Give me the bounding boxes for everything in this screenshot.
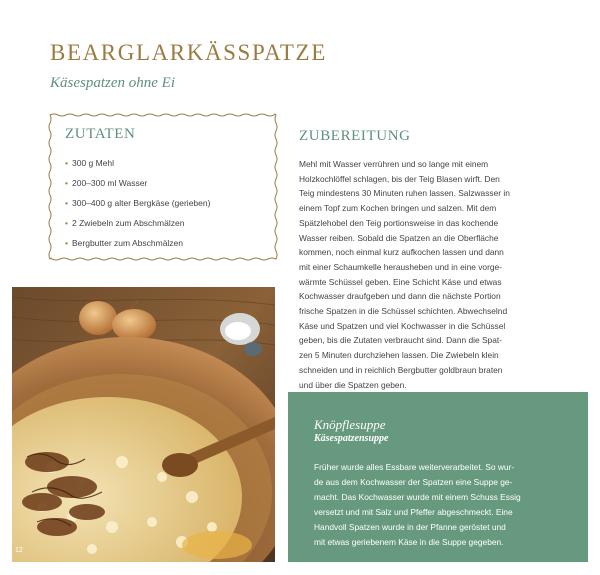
text-line: Wasser reiben. Sobald die Spatzen an die Oberfläche [299,232,499,243]
text-line: Handvoll Spatzen wurde in der Pfanne geröstet und [314,522,506,532]
text-line: und über die Spatzen geben. [299,379,407,390]
ingredient-item: • 200–300 ml Wasser [65,177,210,197]
ingredient-item: • 300 g Mehl [65,157,210,177]
soup-info-box [288,392,588,562]
text-line: schneiden und in reichlich Bergbutter goldbraun braten [299,364,503,375]
ingredient-item: • 300–400 g alter Bergkäse (gerieben) [65,197,210,217]
text-line: Mehl mit Wasser verrühren und so lange mit einem [299,159,489,169]
onion-1 [79,301,117,335]
soup-title: Knöpflesuppe [314,417,386,432]
soup-text [314,460,521,550]
ingredients-list [65,157,210,257]
text-line: mit etwas geriebenem Käse in die Suppe gegeben. [314,537,504,547]
text-line: Kochwasser draufgeben und dann die nächste Portion [299,291,501,302]
onion-2 [112,309,156,341]
text-line: mit einer Schaumkelle herausheben und in eine vorge- [299,261,502,272]
recipe-title: BEARGLARKÄSSPATZE [50,40,327,65]
text-line: wärmte Schüssel geben. Eine Schicht Käse und etwas [299,276,502,287]
text-line: kommen, noch einmal kurz aufkochen lassen und dann [299,247,504,258]
ingredient-item: • Bergbutter zum Abschmälzen [65,237,210,257]
kaesspatzen-illustration [12,287,275,562]
text-line: versetzt und mit Salz und Pfeffer abgeschmeckt. Eine [314,507,513,517]
food-photo [12,287,275,562]
text-line: macht. Das Kochwasser wurde mit einem Schuss Essig [314,492,521,502]
text-line: geben, bis die Zutaten verbraucht sind. Dann die Spat- [299,335,502,346]
text-line: de aus dem Kochwasser der Spatzen eine Suppe ge- [314,477,513,487]
text-line: Spätzlehobel den Teig portionsweise in das kochende [299,217,499,228]
page-number: 12 [15,547,23,554]
text-line: Teig mindestens 30 Minuten ruhen lassen. Salzwasser in [299,188,510,199]
text-line: einem Topf zum Kochen bringen und salzen. Mit dem [299,203,497,214]
preparation-text [299,157,510,392]
text-line: zen 5 Minuten durchziehen lassen. Die Zwiebeln klein [299,350,499,361]
text-line: Früher wurde alles Essbare weiterverarbeitet. So wur- [314,462,515,472]
preparation-heading: ZUBEREITUNG [299,128,411,144]
text-line: frische Spatzen in die Schüssel schichten. Abwechselnd [299,306,508,317]
ingredients-box [47,112,279,262]
recipe-subtitle: Käsespatzen ohne Ei [50,75,175,91]
ingredients-heading: ZUTATEN [65,126,136,142]
soup-subtitle: Käsespatzensuppe [314,433,389,444]
ingredient-item: • 2 Zwiebeln zum Abschmälzen [65,217,210,237]
text-line: Käse und Spatzen und viel Kochwasser in die Schüssel [299,320,506,331]
text-line: Holzkochlöffel schlagen, bis der Teig Blasen wirft. Den [299,173,500,184]
